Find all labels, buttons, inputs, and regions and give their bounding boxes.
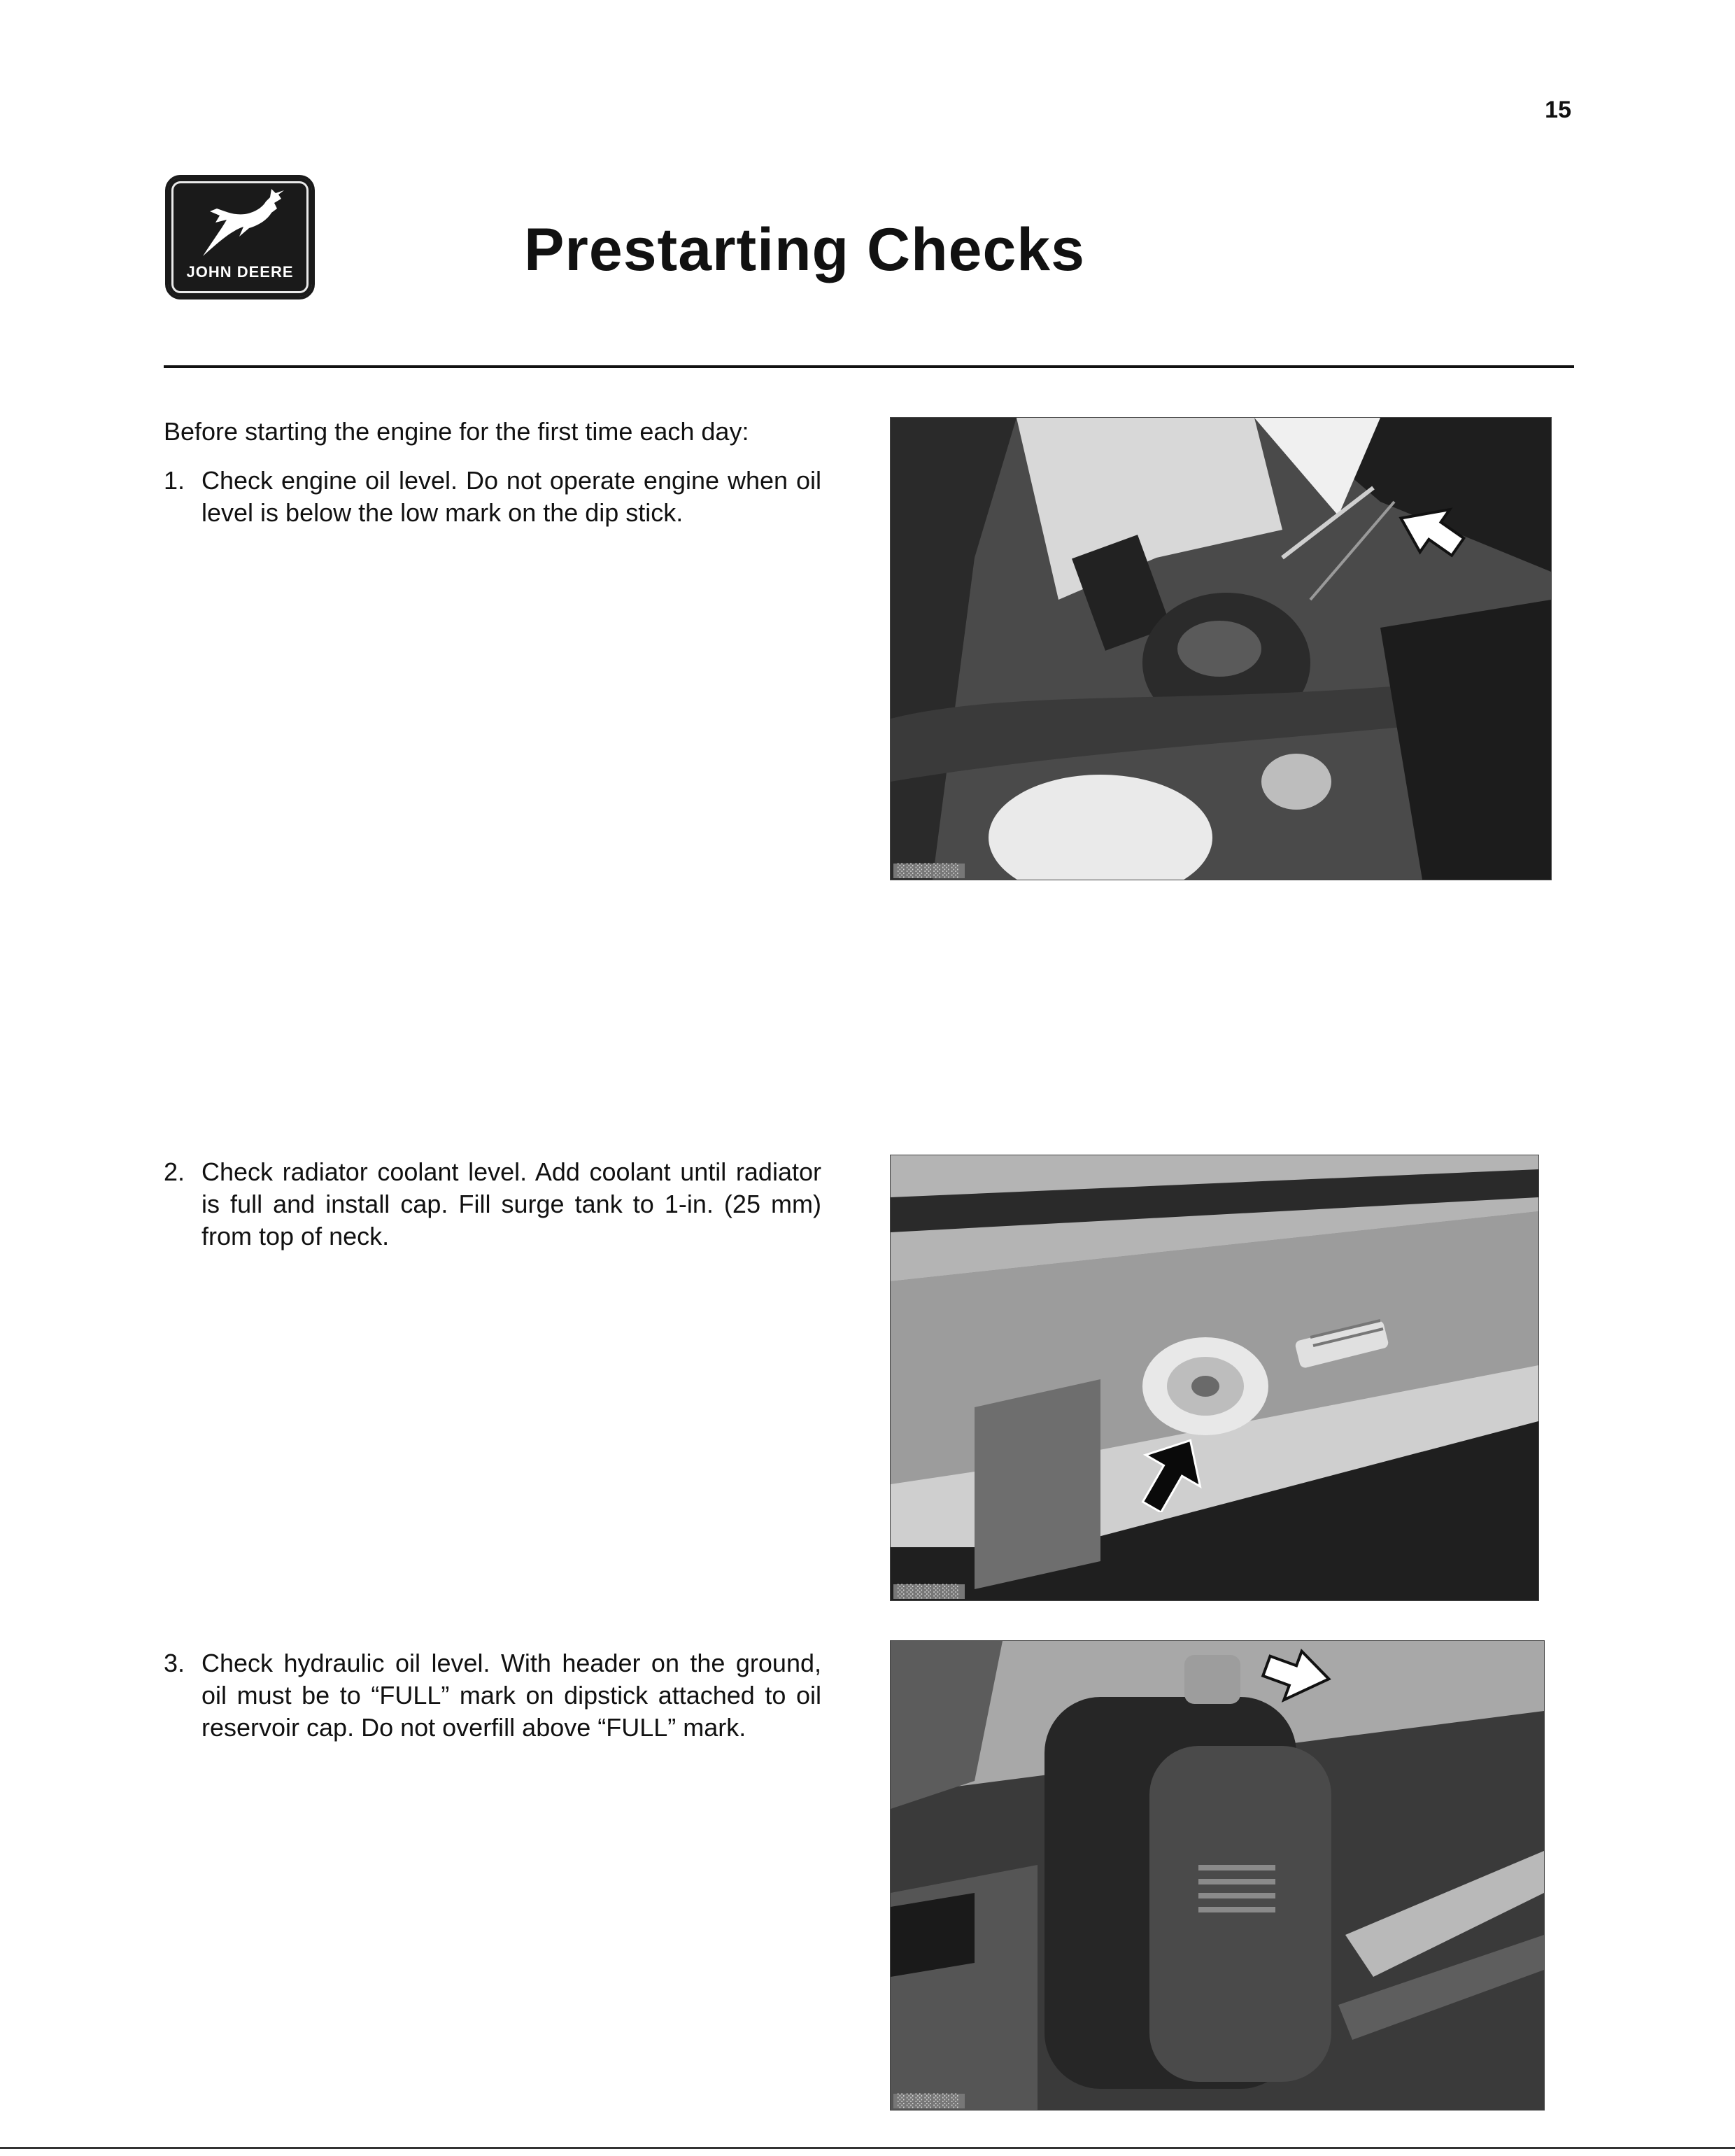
logo-text: JOHN DEERE bbox=[186, 263, 294, 281]
outline-arrow-icon bbox=[1257, 1647, 1334, 1710]
step-number: 3. bbox=[164, 1649, 185, 1677]
john-deere-logo bbox=[165, 175, 315, 300]
leaping-deer-icon bbox=[189, 188, 294, 265]
title-divider bbox=[164, 365, 1574, 368]
page-number: 15 bbox=[1545, 97, 1571, 123]
intro-text: Before starting the engine for the first time each day: bbox=[164, 417, 749, 446]
radiator-photo bbox=[890, 1155, 1539, 1601]
step-2 bbox=[164, 1156, 821, 1253]
solid-arrow-icon bbox=[1140, 1435, 1203, 1512]
step-text: Check engine oil level. Do not operate engine when oil level is below the low mark on the dip stick. bbox=[201, 466, 821, 527]
photo-code: ░░░░░░░ bbox=[893, 1584, 965, 1599]
outline-arrow-icon bbox=[1394, 496, 1471, 559]
step-number: 1. bbox=[164, 466, 185, 495]
step-text: Check hydraulic oil level. With header on the ground, oil must be to “FULL” mark on dipstick attached to oil reservoir cap. Do not overfill above “FULL” mark. bbox=[201, 1649, 821, 1742]
step-1 bbox=[164, 465, 821, 529]
photo-code: ░░░░░░░ bbox=[893, 864, 965, 878]
step-3 bbox=[164, 1647, 821, 1744]
bottom-edge-rule bbox=[0, 2147, 1735, 2149]
photo-code: ░░░░░░░ bbox=[893, 2094, 965, 2108]
page-title: Prestarting Checks bbox=[524, 216, 1085, 283]
step-text: Check radiator coolant level. Add coolant until radiator is full and install cap. Fill surge tank to 1-in. (25 mm) from top of neck. bbox=[201, 1157, 821, 1250]
step-number: 2. bbox=[164, 1157, 185, 1186]
hydraulic-reservoir-photo bbox=[890, 1640, 1545, 2111]
engine-photo bbox=[890, 417, 1552, 880]
